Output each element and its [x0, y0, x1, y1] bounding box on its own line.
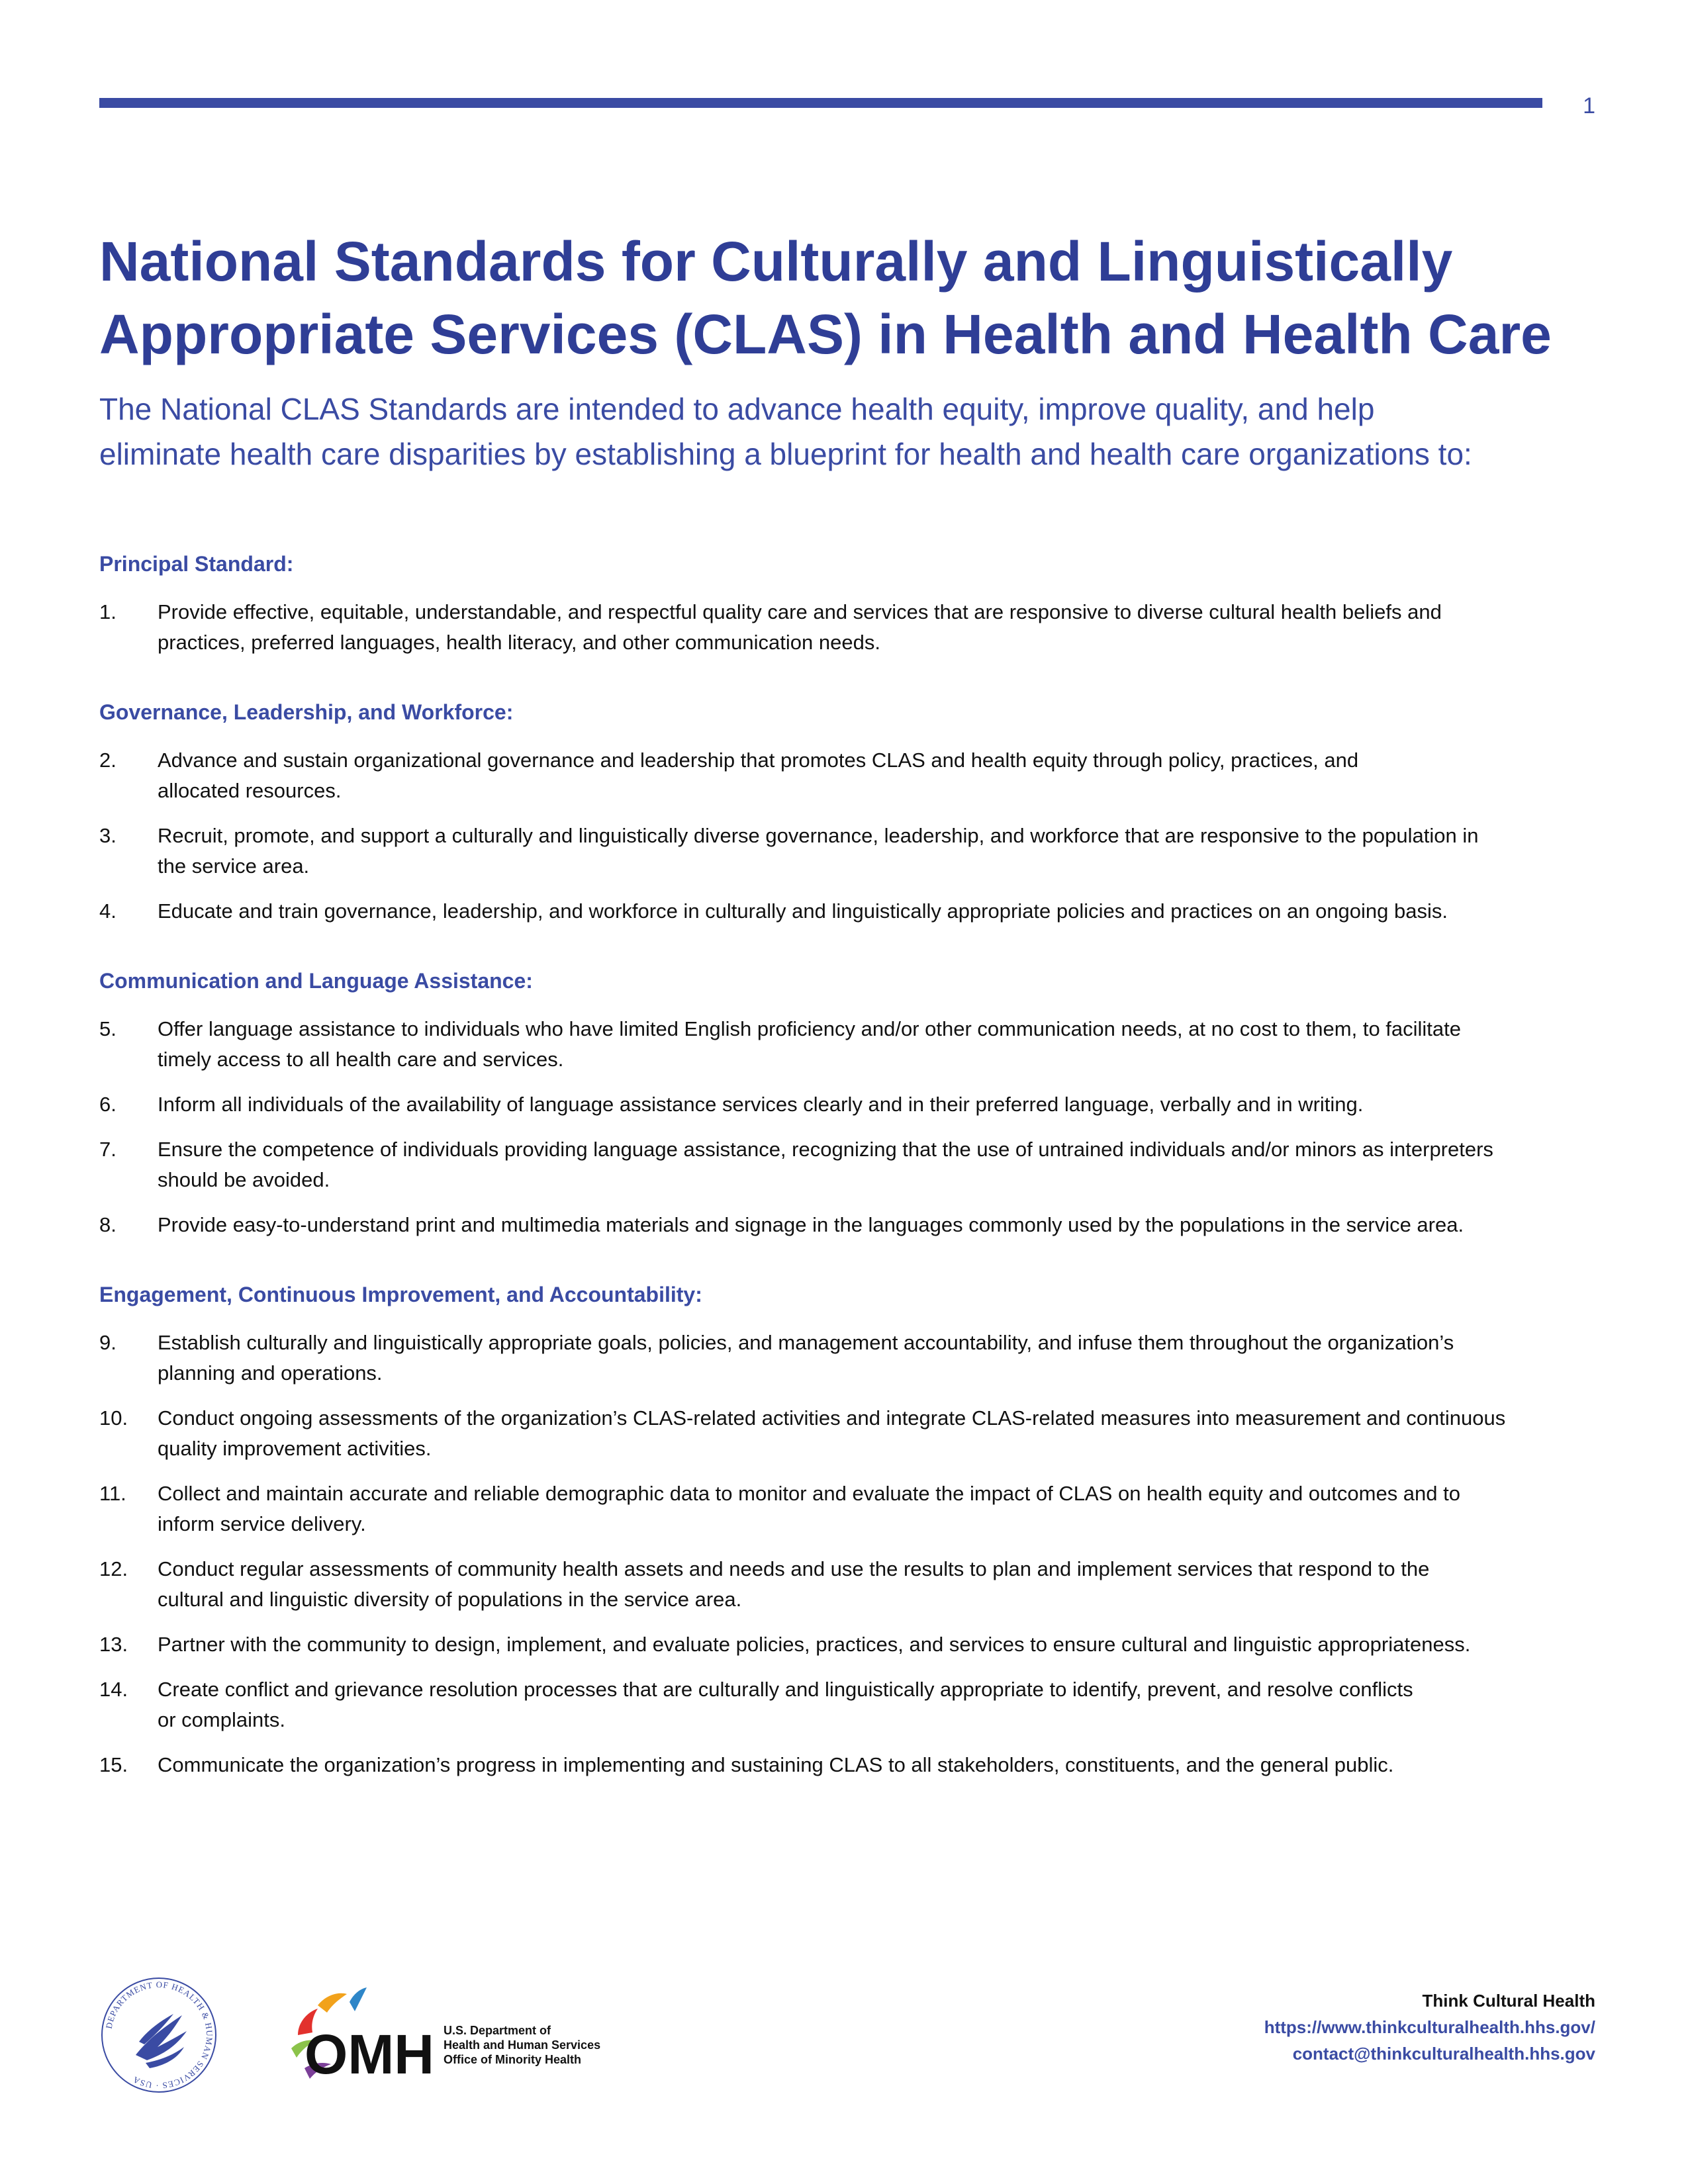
standard-text-line: planning and operations.	[158, 1361, 383, 1385]
page-title	[99, 225, 1595, 371]
omh-line: Health and Human Services	[444, 2038, 601, 2052]
intro-subtitle	[99, 387, 1622, 477]
standard-text-line: Inform all individuals of the availability of language assistance services clearly and in their preferred language, verbally and in writing.	[158, 1093, 1364, 1116]
standard-text	[158, 745, 1595, 806]
standard-text-line: Conduct regular assessments of community health assets and needs and use the results to plan and implement services that respond to the	[158, 1557, 1430, 1580]
hhs-seal-icon	[99, 1976, 218, 2095]
standard-item	[99, 1328, 1595, 1388]
standard-item	[99, 1479, 1595, 1539]
contact-block	[1264, 1987, 1595, 2067]
section-heading: Communication and Language Assistance:	[99, 969, 533, 993]
omh-line: Office of Minority Health	[444, 2053, 582, 2066]
standard-text-line: cultural and linguistic diversity of populations in the service area.	[158, 1588, 742, 1611]
standard-number: 9.	[99, 1331, 117, 1354]
standard-text-line: should be avoided.	[158, 1168, 330, 1191]
seal-text: DEPARTMENT OF HEALTH & HUMAN SERVICES · USA	[103, 1979, 215, 2091]
standards-list	[99, 1014, 1595, 1240]
standard-text	[158, 1750, 1595, 1780]
standard-text	[158, 1629, 1595, 1660]
website-link[interactable]: https://www.thinkculturalhealth.hhs.gov/	[1264, 2017, 1595, 2037]
standard-item	[99, 1403, 1595, 1464]
standard-text-line: the service area.	[158, 854, 310, 878]
omh-logo-icon	[278, 1976, 437, 2095]
standard-text	[158, 1403, 1595, 1464]
standard-text	[158, 1089, 1595, 1120]
standard-text-line: practices, preferred languages, health literacy, and other communication needs.	[158, 631, 880, 654]
omh-logo-text: OMH	[305, 2023, 434, 2085]
standard-text	[158, 896, 1595, 927]
standard-text-line: Recruit, promote, and support a culturally and linguistically diverse governance, leadership, and workforce that are responsive to the population in	[158, 824, 1479, 847]
standard-text-line: inform service delivery.	[158, 1512, 366, 1535]
standard-item	[99, 1554, 1595, 1615]
standard-text-line: quality improvement activities.	[158, 1437, 432, 1460]
standard-text	[158, 597, 1595, 658]
standard-text-line: timely access to all health care and services.	[158, 1048, 564, 1071]
standard-number: 4.	[99, 899, 117, 923]
standard-number: 2.	[99, 749, 117, 772]
standard-text-line: Ensure the competence of individuals providing language assistance, recognizing that the use of untrained individuals and/or minors as interpreters	[158, 1138, 1493, 1161]
standard-number: 12.	[99, 1557, 128, 1580]
standard-text-line: Conduct ongoing assessments of the organization’s CLAS-related activities and integrate CLAS-related measures into measurement and continuous	[158, 1406, 1506, 1430]
standard-number: 13.	[99, 1633, 128, 1656]
title-line: Appropriate Services (CLAS) in Health and Health Care	[99, 303, 1552, 365]
standard-text-line: Provide effective, equitable, understandable, and respectful quality care and services that are responsive to diverse cultural health beliefs and	[158, 600, 1442, 623]
standard-item	[99, 896, 1595, 927]
standards-list	[99, 745, 1595, 927]
title-line: National Standards for Culturally and Linguistically	[99, 230, 1453, 293]
standard-text	[158, 1134, 1595, 1195]
standard-text-line: Create conflict and grievance resolution processes that are culturally and linguistically appropriate to identify, prevent, and resolve conflicts	[158, 1678, 1413, 1701]
standard-text	[158, 1479, 1595, 1539]
standard-text	[158, 821, 1595, 882]
standard-item	[99, 745, 1595, 806]
standard-number: 3.	[99, 824, 117, 847]
omh-line: U.S. Department of	[444, 2024, 551, 2037]
standard-number: 11.	[99, 1482, 126, 1505]
standard-text	[158, 1554, 1595, 1615]
standard-text-line: Provide easy-to-understand print and multimedia materials and signage in the languages commonly used by the populations in the service area.	[158, 1213, 1464, 1236]
standard-number: 8.	[99, 1213, 117, 1236]
standard-text	[158, 1674, 1595, 1735]
standard-number: 5.	[99, 1017, 117, 1040]
standard-text-line: Advance and sustain organizational governance and leadership that promotes CLAS and health equity through policy, practices, and	[158, 749, 1359, 772]
omh-logo	[278, 1976, 622, 2095]
standards-list	[99, 1328, 1595, 1780]
standard-text	[158, 1210, 1595, 1240]
contact-name: Think Cultural Health	[1422, 1991, 1595, 2011]
standard-item	[99, 1629, 1595, 1660]
standard-text-line: allocated resources.	[158, 779, 342, 802]
standards-list	[99, 597, 1595, 658]
standards-section	[99, 966, 1595, 1240]
standard-text-line: Educate and train governance, leadership, and workforce in culturally and linguistically appropriate policies and practices on an ongoing basis.	[158, 899, 1448, 923]
standard-number: 14.	[99, 1678, 128, 1701]
standards-content	[99, 549, 1595, 1820]
omh-department-text	[444, 2023, 600, 2067]
standard-item	[99, 1134, 1595, 1195]
subtitle-line: eliminate health care disparities by establishing a blueprint for health and health care organizations to:	[99, 437, 1472, 471]
standard-text-line: Collect and maintain accurate and reliable demographic data to monitor and evaluate the impact of CLAS on health equity and outcomes and to	[158, 1482, 1461, 1505]
section-heading: Principal Standard:	[99, 552, 294, 576]
standard-number: 1.	[99, 600, 117, 623]
standards-section	[99, 1280, 1595, 1780]
standard-number: 15.	[99, 1753, 128, 1776]
page-number: 1	[1583, 93, 1595, 118]
standard-number: 10.	[99, 1406, 128, 1430]
standard-item	[99, 1674, 1595, 1735]
standard-number: 6.	[99, 1093, 117, 1116]
subtitle-line: The National CLAS Standards are intended to advance health equity, improve quality, and help	[99, 392, 1375, 426]
top-rule	[99, 98, 1542, 108]
standard-item	[99, 1014, 1595, 1075]
standard-number: 7.	[99, 1138, 117, 1161]
standard-text-line: Establish culturally and linguistically appropriate goals, policies, and management accountability, and infuse them throughout the organization’s	[158, 1331, 1454, 1354]
standard-text-line: or complaints.	[158, 1708, 285, 1731]
section-heading: Engagement, Continuous Improvement, and Accountability:	[99, 1283, 702, 1306]
standard-item	[99, 597, 1595, 658]
standard-text-line: Partner with the community to design, implement, and evaluate policies, practices, and services to ensure cultural and linguistic appropriateness.	[158, 1633, 1471, 1656]
standards-section	[99, 549, 1595, 658]
standard-item	[99, 821, 1595, 882]
section-heading: Governance, Leadership, and Workforce:	[99, 700, 514, 724]
standard-item	[99, 1210, 1595, 1240]
standard-text-line: Communicate the organization’s progress in implementing and sustaining CLAS to all stakeholders, constituents, and the general public.	[158, 1753, 1394, 1776]
standard-item	[99, 1089, 1595, 1120]
standard-item	[99, 1750, 1595, 1780]
standard-text	[158, 1328, 1595, 1388]
standard-text	[158, 1014, 1595, 1075]
standards-section	[99, 698, 1595, 927]
standard-text-line: Offer language assistance to individuals who have limited English proficiency and/or other communication needs, at no cost to them, to facilitate	[158, 1017, 1462, 1040]
email-link[interactable]: contact@thinkculturalhealth.hhs.gov	[1292, 2044, 1595, 2064]
